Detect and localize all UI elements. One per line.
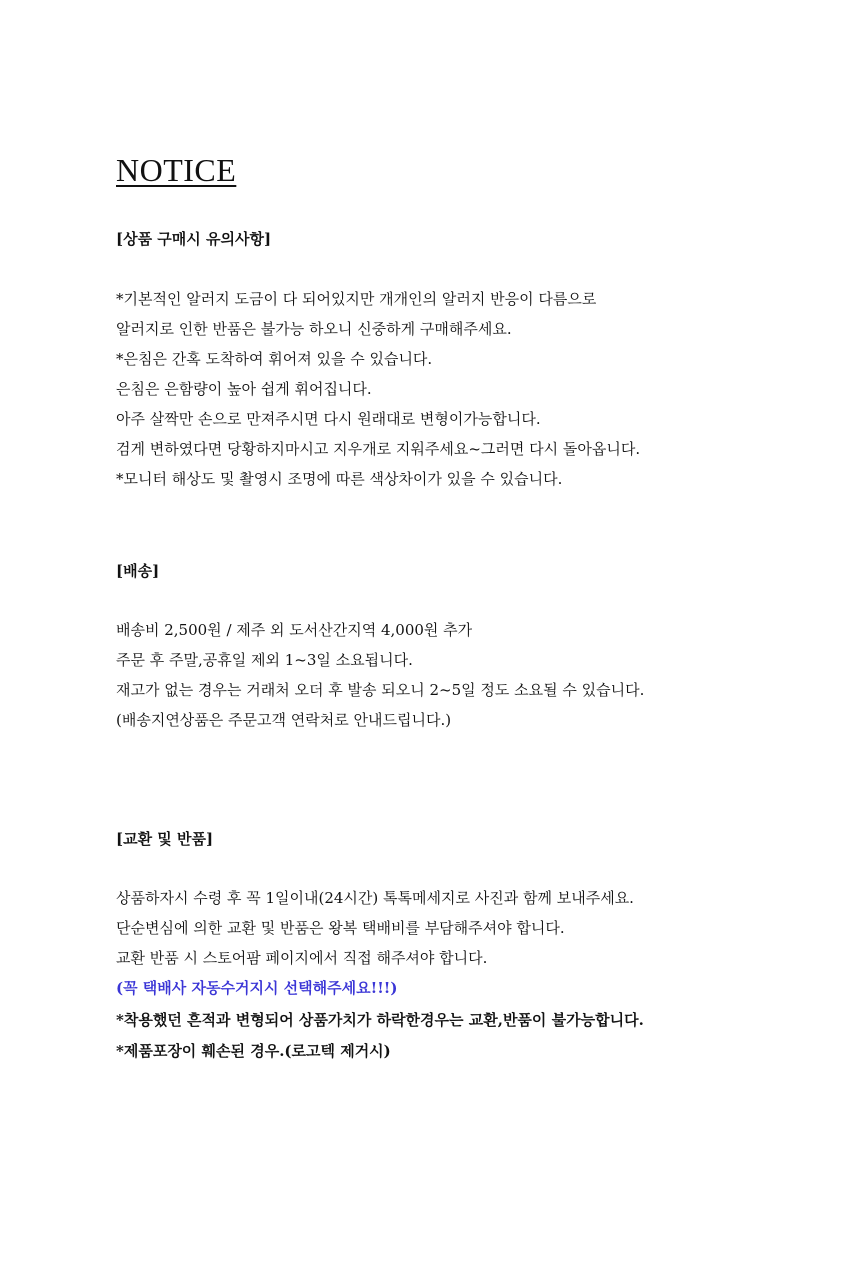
purchase-heading: [상품 구매시 유의사항]	[116, 230, 272, 248]
shipping-heading: [배송]	[116, 562, 160, 580]
shipping-line: 주문 후 주말,공휴일 제외 1~3일 소요됩니다.	[116, 651, 413, 669]
purchase-line: 알러지로 인한 반품은 불가능 하오니 신중하게 구매해주세요.	[116, 320, 512, 338]
page-title: NOTICE	[116, 152, 237, 188]
exchange-heading: [교환 및 반품]	[116, 830, 214, 848]
exchange-line: 교환 반품 시 스토어팜 페이지에서 직접 해주셔야 합니다.	[116, 949, 488, 967]
shipping-line: 배송비 2,500원 / 제주 외 도서산간지역 4,000원 추가	[116, 621, 473, 639]
exchange-line: 상품하자시 수령 후 꼭 1일이내(24시간) 톡톡메세지로 사진과 함께 보내주세요.	[116, 889, 634, 907]
shipping-line: (배송지연상품은 주문고객 연락처로 안내드립니다.)	[116, 711, 452, 729]
pickup-highlight-note: (꼭 택배사 자동수거지시 선택해주세요!!!)	[116, 979, 398, 997]
shipping-line: 재고가 없는 경우는 거래처 오더 후 발송 되오니 2~5일 정도 소요될 수 있습니다.	[116, 681, 645, 699]
damaged-package-warning: *제품포장이 훼손된 경우.(로고텍 제거시)	[116, 1042, 391, 1060]
purchase-line: *모니터 해상도 및 촬영시 조명에 따른 색상차이가 있을 수 있습니다.	[116, 470, 563, 488]
purchase-line: *기본적인 알러지 도금이 다 되어있지만 개개인의 알러지 반응이 다름으로	[116, 290, 597, 308]
purchase-line: 은침은 은함량이 높아 쉽게 휘어집니다.	[116, 380, 372, 398]
purchase-line: *은침은 간혹 도착하여 휘어져 있을 수 있습니다.	[116, 350, 433, 368]
exchange-line: 단순변심에 의한 교환 및 반품은 왕복 택배비를 부담해주셔야 합니다.	[116, 919, 565, 937]
purchase-line: 검게 변하였다면 당황하지마시고 지우개로 지워주세요~그러면 다시 돌아옵니다.	[116, 440, 641, 458]
no-return-warning: *착용했던 흔적과 변형되어 상품가치가 하락한경우는 교환,반품이 불가능합니다.	[116, 1011, 644, 1029]
purchase-line: 아주 살짝만 손으로 만져주시면 다시 원래대로 변형이가능합니다.	[116, 410, 541, 428]
